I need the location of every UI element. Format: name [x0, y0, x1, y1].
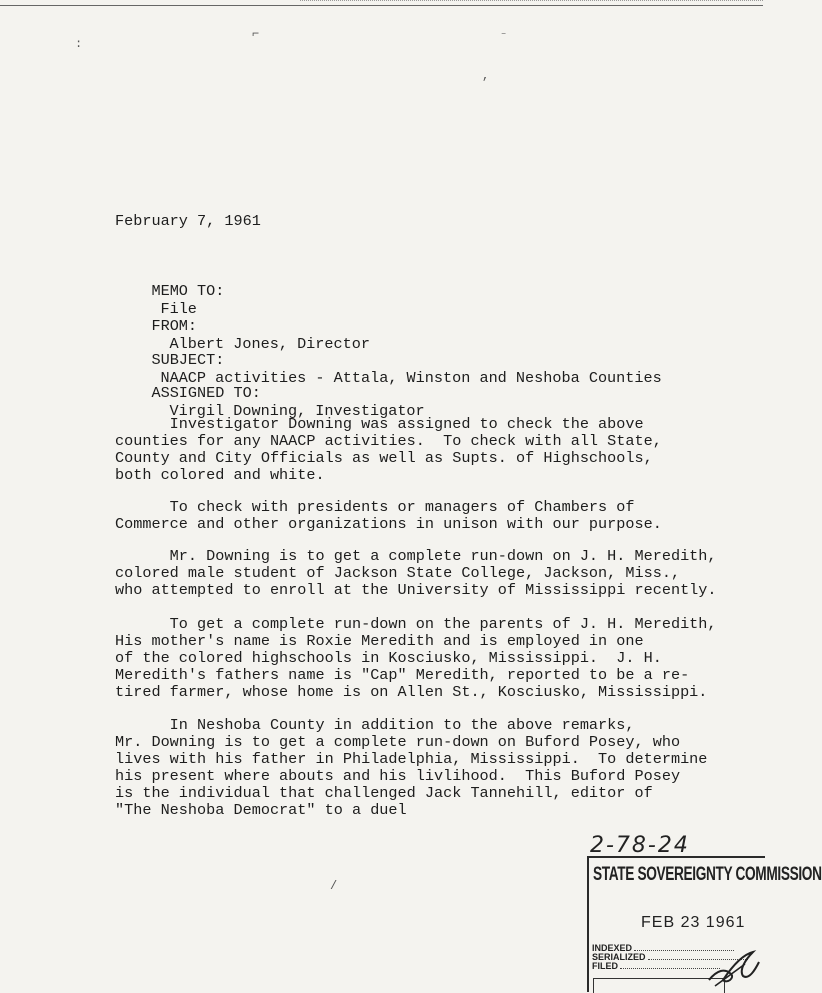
scan-speck: ⁻	[500, 29, 508, 43]
paragraph-line: Mr. Downing is to get a complete run-down on Buford Posey, who	[115, 733, 681, 751]
paragraph-line: Investigator Downing was assigned to check the above	[115, 415, 644, 433]
memo-to-value: File	[160, 300, 197, 318]
paragraph-line: of the colored highschools in Kosciusko, Mississippi. J. H.	[115, 649, 662, 667]
paragraph-line: Meredith's fathers name is "Cap" Meredith, reported to be a re-	[115, 666, 690, 684]
stamp-row-filed	[592, 962, 720, 971]
from-value: Albert Jones, Director	[169, 335, 370, 353]
memo-date: February 7, 1961	[115, 212, 261, 230]
handwritten-file-number: 2-78-24	[590, 833, 690, 858]
subject-label: SUBJECT:	[151, 351, 225, 369]
paragraph-line: colored male student of Jackson State College, Jackson, Miss.,	[115, 564, 681, 582]
from-label: FROM:	[151, 317, 198, 335]
scan-speck: :	[75, 37, 83, 51]
body-paragraph	[115, 499, 715, 533]
paragraph-line: lives with his father in Philadelphia, Mississippi. To determine	[115, 750, 708, 768]
body-paragraph	[115, 616, 715, 701]
paragraph-line: both colored and white.	[115, 466, 325, 484]
paragraph-line: his present where abouts and his livlihood. This Buford Posey	[115, 767, 681, 785]
scan-speck: ⌐	[252, 27, 260, 41]
subject-value: NAACP activities - Attala, Winston and Neshoba Counties	[160, 369, 662, 387]
paragraph-line: County and City Officials as well as Supts. of Highschools,	[115, 449, 653, 467]
paragraph-line: Mr. Downing is to get a complete run-down on J. H. Meredith,	[115, 547, 717, 565]
paragraph-line: is the individual that challenged Jack Tannehill, editor of	[115, 784, 653, 802]
top-dotted-edge	[300, 0, 763, 4]
stamp-row-label: FILED	[592, 961, 618, 971]
top-border-line	[0, 5, 763, 6]
body-paragraph	[115, 548, 715, 599]
memo-to-label: MEMO TO:	[151, 282, 225, 300]
body-paragraph	[115, 416, 715, 484]
scan-speck: /	[330, 879, 338, 893]
paragraph-line: To get a complete run-down on the parents of J. H. Meredith,	[115, 615, 717, 633]
paragraph-line: Commerce and other organizations in unison with our purpose.	[115, 515, 662, 533]
paragraph-line: tired farmer, whose home is on Allen St., Kosciusko, Mississippi.	[115, 683, 708, 701]
handwritten-initials-signature	[705, 940, 763, 990]
stamp-title: STATE SOVEREIGNTY COMMISSION	[593, 864, 822, 885]
paragraph-line: who attempted to enroll at the University of Mississippi recently.	[115, 581, 717, 599]
paragraph-line: In Neshoba County in addition to the above remarks,	[115, 716, 635, 734]
assigned-to-label: ASSIGNED TO:	[151, 384, 261, 402]
body-paragraph	[115, 717, 715, 819]
paragraph-line: To check with presidents or managers of Chambers of	[115, 498, 635, 516]
assigned-to-value: Virgil Downing, Investigator	[169, 402, 425, 420]
stamp-row-label: SERIALIZED	[592, 952, 646, 962]
paragraph-line: "The Neshoba Democrat" to a duel	[115, 801, 407, 819]
stamp-date: FEB 23 1961	[641, 914, 746, 931]
scan-speck: ,	[482, 69, 490, 83]
paragraph-line: counties for any NAACP activities. To check with all State,	[115, 432, 662, 450]
stamp-row-label: INDEXED	[592, 943, 633, 953]
paragraph-line: His mother's name is Roxie Meredith and is employed in one	[115, 632, 644, 650]
